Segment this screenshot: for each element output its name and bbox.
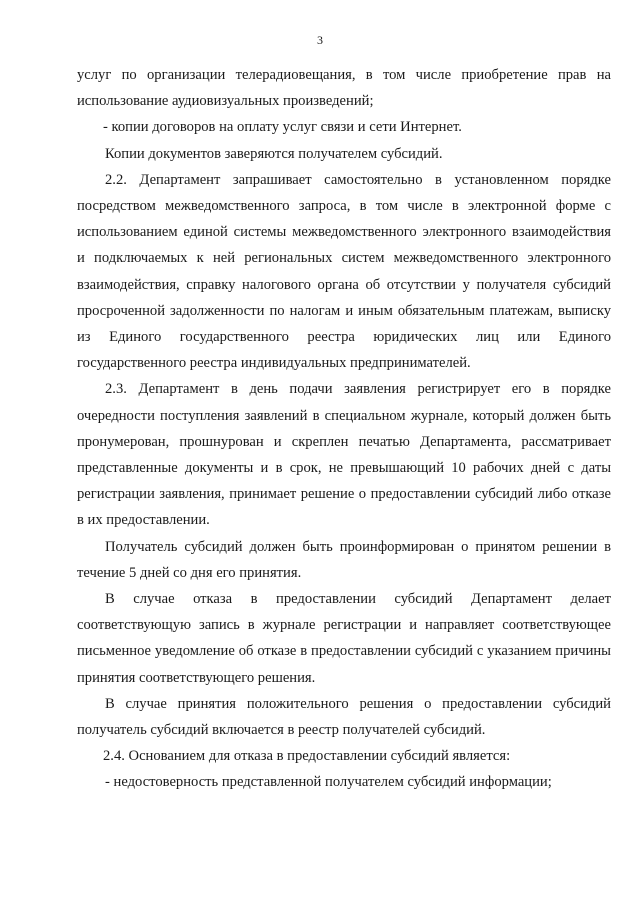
page-number: 3 <box>317 33 323 47</box>
paragraph-contract-copies: - копии договоров на оплату услуг связи и сети Интернет. <box>103 119 462 136</box>
paragraph-positive-decision: В случае принятия положительного решения о предоставлении субсидий получатель субсидий включается в реестр получателей субсидий. <box>77 695 611 739</box>
paragraph-refusal-case: В случае отказа в предоставлении субсидий Департамент делает соответствующую запись в журнале регистрации и направляет соответствующее письменное уведомление об отказе в предоставлении субсидий с указанием причины принятия соответствующего решения. <box>77 591 611 686</box>
paragraph-copies-certified: Копии документов заверяются получателем субсидий. <box>105 145 443 162</box>
paragraph-services-continuation: услуг по организации телерадиовещания, в том числе приобретение прав на использование аудиовизуальных произведений; <box>77 67 611 110</box>
paragraph-recipient-informed: Получатель субсидий должен быть проинформирован о принятом решении в течение 5 дней со дня его принятия. <box>77 538 611 581</box>
paragraph-2-3: 2.3. Департамент в день подачи заявления регистрирует его в порядке очередности поступления заявлений в специальном журнале, который должен быть пронумерован, прошнурован и скреплен печатью Департамента, рассматривает представленные документы и в срок, не превышающий 10 рабочих дней с даты регистрации заявления, принимает решение о предоставлении субсидий либо отказе в их предоставлении. <box>77 381 611 529</box>
paragraph-2-2: 2.2. Департамент запрашивает самостоятельно в установленном порядке посредством межведомственного запроса, в том числе в электронной форме с использованием единой системы межведомственного электронного взаимодействия и подключаемых к ней региональных систем межведомственного электронного взаимодействия, справку налогового органа об отсутствии у получателя субсидий просроченной задолженности по налогам и иным обязательным платежам, выписку из Единого государственного реестра юридических лиц или Единого государственного реестра индивидуальных предпринимателей. <box>77 171 611 372</box>
paragraph-2-4: 2.4. Основанием для отказа в предоставлении субсидий является: <box>103 748 511 765</box>
document-body <box>77 62 611 796</box>
paragraph-unreliable-info: - недостоверность представленной получателем субсидий информации; <box>105 774 552 791</box>
